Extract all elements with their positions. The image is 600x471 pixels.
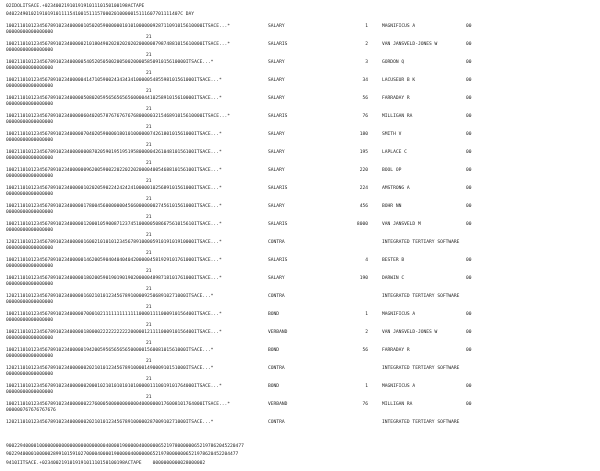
table-row (6, 131, 596, 138)
record-code: 10021101012345678910234000001050205900000010101000000928711091015610000ITSACE...* (6, 24, 231, 29)
record-end: 00 (466, 150, 472, 155)
record-name: INTEGRATED TERTIARY SOFTWARE (382, 240, 460, 245)
record-code: 10021101012345678910234000001780045600000004566000000027456101561000ITSACE...* (6, 204, 222, 209)
table-row (6, 383, 596, 390)
record-code: 12021101012345678910234000000202101012345678910000028700910271000ITSACE...* (6, 420, 214, 425)
record-name: LAPLACE C (382, 150, 407, 155)
record-type: SALARY (268, 78, 285, 83)
record-zeros: 00000000000000000 (6, 246, 54, 251)
table-row (6, 95, 596, 102)
record-amount: 21 (146, 323, 152, 328)
record-zeros: 00000000000000000 (6, 48, 54, 53)
table-row (6, 167, 596, 174)
record-code: 10021101012345678910234000005405205050020050020000585091015610000ITSACE...* (6, 60, 214, 65)
record-number: 456 (359, 204, 368, 209)
record-amount: 21 (146, 359, 152, 364)
record-name: INTEGRATED TERTIARY SOFTWARE (382, 366, 460, 371)
table-row (6, 23, 596, 30)
record-code: 10021101012345678910234000000087020590195195195800000426104810156100ITSACE...* (6, 150, 222, 155)
record-code: 12021101012345678910234000001600210101012345678910000591019101910000ITSACE...* (6, 240, 222, 245)
record-end: 00 (466, 132, 472, 137)
table-row (6, 311, 596, 318)
record-type: SALARIS (268, 222, 288, 227)
record-amount: 21 (146, 377, 152, 382)
record-number: 56 (362, 96, 368, 101)
record-number: 8000 (356, 222, 368, 227)
record-number: 180 (359, 132, 368, 137)
record-end: 00 (466, 402, 472, 407)
record-type: SALARIS (268, 258, 288, 263)
record-amount: 21 (146, 107, 152, 112)
record-code: 12021101012345678910234000001602101012345678910000925068910271000ITSACE...* (6, 294, 214, 299)
table-row (6, 257, 596, 264)
record-type: VERBAND (268, 330, 288, 335)
record-number: 3 (365, 60, 368, 65)
record-type: CONTRA (268, 366, 285, 371)
record-end: 00 (466, 24, 472, 29)
table-row (6, 59, 596, 66)
record-type: CONTRA (268, 420, 285, 425)
record-code: 10021101012345678910234000001942005956565656500000156008101561000ITSACE...* (6, 348, 214, 353)
record-zeros: 00000000000000000 (6, 300, 54, 305)
record-number: 4 (365, 258, 368, 263)
record-end: 00 (466, 186, 472, 191)
record-zeros: 00000000000000000 (6, 354, 54, 359)
table-row (6, 239, 596, 246)
record-number: 76 (362, 114, 368, 119)
record-end: 00 (466, 60, 472, 65)
record-name: MILLIGAN RA (382, 402, 413, 407)
record-name: BOHR NN (382, 204, 402, 209)
record-end: 00 (466, 168, 472, 173)
record-name: VAN JANSVELD M (382, 222, 421, 227)
record-name: VAN JANSVELD-JONES W (382, 330, 438, 335)
record-number: 1 (365, 384, 368, 389)
record-code: 10021101012345678910234000007000102111111111111100001111000910156400ITSACE...* (6, 312, 222, 317)
record-code: 10021101012345678910234000000227600050000000000040000000176008101764000ITSACE...* (6, 402, 231, 407)
record-type: BOND (268, 312, 280, 317)
record-code: 10021101012345678910234000000962005900220220220200004005468810156100ITSACE...* (6, 168, 222, 173)
record-amount: 21 (146, 71, 152, 76)
record-name: BESTER B (382, 258, 405, 263)
record-amount: 21 (146, 287, 152, 292)
record-amount: 21 (146, 53, 152, 58)
table-row (6, 203, 596, 210)
table-row (6, 347, 596, 354)
record-code: 10021101012345678910234000001802005901901901902000004898718101761000ITSACE...* (6, 276, 222, 281)
record-amount: 21 (146, 341, 152, 346)
record-amount: 21 (146, 89, 152, 94)
record-code: 10021101012345678910234000005080205956565656560000441025891015610000ITSACE...* (6, 96, 222, 101)
record-type: SALARY (268, 168, 285, 173)
record-end: 00 (466, 330, 472, 335)
record-type: SALARIS (268, 186, 288, 191)
record-end: 00 (466, 384, 472, 389)
record-type: CONTRA (268, 240, 285, 245)
record-name: VAN JANSVELD-JONES W (382, 42, 438, 47)
record-zeros: 00000000000000000 (6, 120, 54, 125)
record-type: SALARIS (268, 42, 288, 47)
record-code: 10021101012345678910234000000200010210101010101000001110019101764000ITSACE...* (6, 384, 222, 389)
record-name: BOOL OP (382, 168, 402, 173)
record-zeros: 00000000000000000 (6, 156, 54, 161)
table-row (6, 221, 596, 228)
record-end: 00 (466, 312, 472, 317)
record-amount: 21 (146, 179, 152, 184)
record-zeros: 00000000000000000 (6, 228, 54, 233)
record-type: SALARY (268, 96, 285, 101)
table-row (6, 293, 596, 300)
record-amount: 21 (146, 197, 152, 202)
record-zeros: 00000000000000000 (6, 282, 54, 287)
header-line-2: 040224901021910191011115410015111570002010000015111607701111407C DAY (6, 12, 195, 17)
record-zeros: 00000000000000000 (6, 264, 54, 269)
record-name: FARRADAY R (382, 348, 410, 353)
record-number: 2 (365, 330, 368, 335)
footer-line-1: 90022940000100000000000000000000000040000190000040000006521978000000652197862045220477 (6, 444, 244, 449)
record-type: SALARIS (268, 114, 288, 119)
record-name: MAGNIFICUS A (382, 312, 416, 317)
record-name: MAGNIFICUS A (382, 24, 416, 29)
record-zeros: 00000000000000000 (6, 336, 54, 341)
record-type: SALARY (268, 150, 285, 155)
record-end: 00 (466, 222, 472, 227)
record-number: 220 (359, 168, 368, 173)
record-type: BOND (268, 384, 280, 389)
record-number: 76 (362, 402, 368, 407)
record-code: 10021101012345678910234000007040205900001801010000007426180101561000ITSACE...* (6, 132, 222, 137)
record-zeros: 00000000000000000 (6, 138, 54, 143)
record-name: GORDON Q (382, 60, 405, 65)
table-row (6, 113, 596, 120)
record-zeros: 00000000000000000 (6, 210, 54, 215)
record-name: FARRADAY R (382, 96, 410, 101)
record-type: SALARY (268, 24, 285, 29)
record-name: DARWIN C (382, 276, 405, 281)
record-end: 00 (466, 42, 472, 47)
record-zeros: 00000000000000000 (6, 30, 54, 35)
table-row (6, 401, 596, 408)
table-row (6, 77, 596, 84)
record-number: 190 (359, 276, 368, 281)
record-code: 10021101012345678910234000001800002222222222200000121111000910156400ITSACE...* (6, 330, 222, 335)
record-type: SALARY (268, 60, 285, 65)
record-number: 1 (365, 24, 368, 29)
record-number: 224 (359, 186, 368, 191)
record-code: 10021101012345678910234000001200010590087123745100000508667561015610ITSACE...* (6, 222, 222, 227)
record-name: INTEGRATED TERTIARY SOFTWARE (382, 420, 460, 425)
record-type: SALARY (268, 276, 285, 281)
table-row (6, 419, 596, 426)
record-name: LACUSEUR B K (382, 78, 416, 83)
footer-line-2: 902294000010000028991015910270000400001900000400000065219780000006521978620452204477 (6, 452, 239, 457)
record-zeros: 00000000000000000 (6, 372, 54, 377)
record-zeros: 00000000000000000 (6, 102, 54, 107)
record-type: CONTRA (268, 294, 285, 299)
record-amount: 21 (146, 305, 152, 310)
record-name: MAGNIFICUS A (382, 384, 416, 389)
table-row (6, 149, 596, 156)
record-amount: 21 (146, 233, 152, 238)
record-zeros: 00000000000000000 (6, 192, 54, 197)
record-end: 00 (466, 258, 472, 263)
record-amount: 21 (146, 395, 152, 400)
header-line-1: 02IDOLITSACE.+023400219101919101110150100198ACTAPE (6, 4, 145, 9)
record-type: BOND (268, 348, 280, 353)
record-code: 10021101012345678910234000001462005904040404042000004581929101761000ITSACE...* (6, 258, 222, 263)
record-end: 00 (466, 114, 472, 119)
footer-line-3: 9410IITSACE.+023400219101919101110150100198ACTAPE 0000000000028000002 (6, 461, 206, 466)
record-end: 00 (466, 348, 472, 353)
table-row (6, 365, 596, 372)
record-name: SMITH V (382, 132, 402, 137)
record-amount: 21 (146, 143, 152, 148)
record-name: AMSTRONG A (382, 186, 410, 191)
table-row (6, 329, 596, 336)
record-name: MILLIGAN RA (382, 114, 413, 119)
record-amount: 21 (146, 215, 152, 220)
record-amount: 21 (146, 125, 152, 130)
record-end: 00 (466, 204, 472, 209)
record-zeros: 00000000000000000 (6, 318, 54, 323)
record-type: SALARY (268, 132, 285, 137)
table-row (6, 41, 596, 48)
record-code: 10021101012345678910234000006040205787676767676800000321546891015610000ITSACE...* (6, 114, 231, 119)
record-number: 195 (359, 150, 368, 155)
record-number: 2 (365, 42, 368, 47)
record-zeros: 00000000000000000 (6, 84, 54, 89)
record-type: SALARY (268, 204, 285, 209)
record-code: 10021101012345678910234000001020205902242424241000001025689101561000ITSACE...* (6, 186, 222, 191)
record-end: 00 (466, 276, 472, 281)
record-number: 56 (362, 348, 368, 353)
record-zeros: 00000000000000000 (6, 174, 54, 179)
record-amount: 21 (146, 35, 152, 40)
record-end: 00 (466, 96, 472, 101)
table-row (6, 275, 596, 282)
record-amount: 21 (146, 251, 152, 256)
record-number: 1 (365, 312, 368, 317)
record-zeros: 000000767676767676 (6, 408, 56, 413)
record-amount: 21 (146, 161, 152, 166)
table-row (6, 185, 596, 192)
record-amount: 21 (146, 269, 152, 274)
record-type: VERBAND (268, 402, 288, 407)
record-end: 00 (466, 78, 472, 83)
record-zeros: 00000000000000000 (6, 66, 54, 71)
record-code: 10021101012345678910234000002101804902020202020200000879874881015610000ITSACE...* (6, 42, 231, 47)
record-code: 12021101012345678910234000000202101012345678910000149000910151000ITSACE...* (6, 366, 214, 371)
record-code: 10021101012345678910234000004147105900243434341000005485598101561000ITSACE...* (6, 78, 222, 83)
record-zeros: 00000000000000000 (6, 390, 54, 395)
record-number: 34 (362, 78, 368, 83)
record-name: INTEGRATED TERTIARY SOFTWARE (382, 294, 460, 299)
